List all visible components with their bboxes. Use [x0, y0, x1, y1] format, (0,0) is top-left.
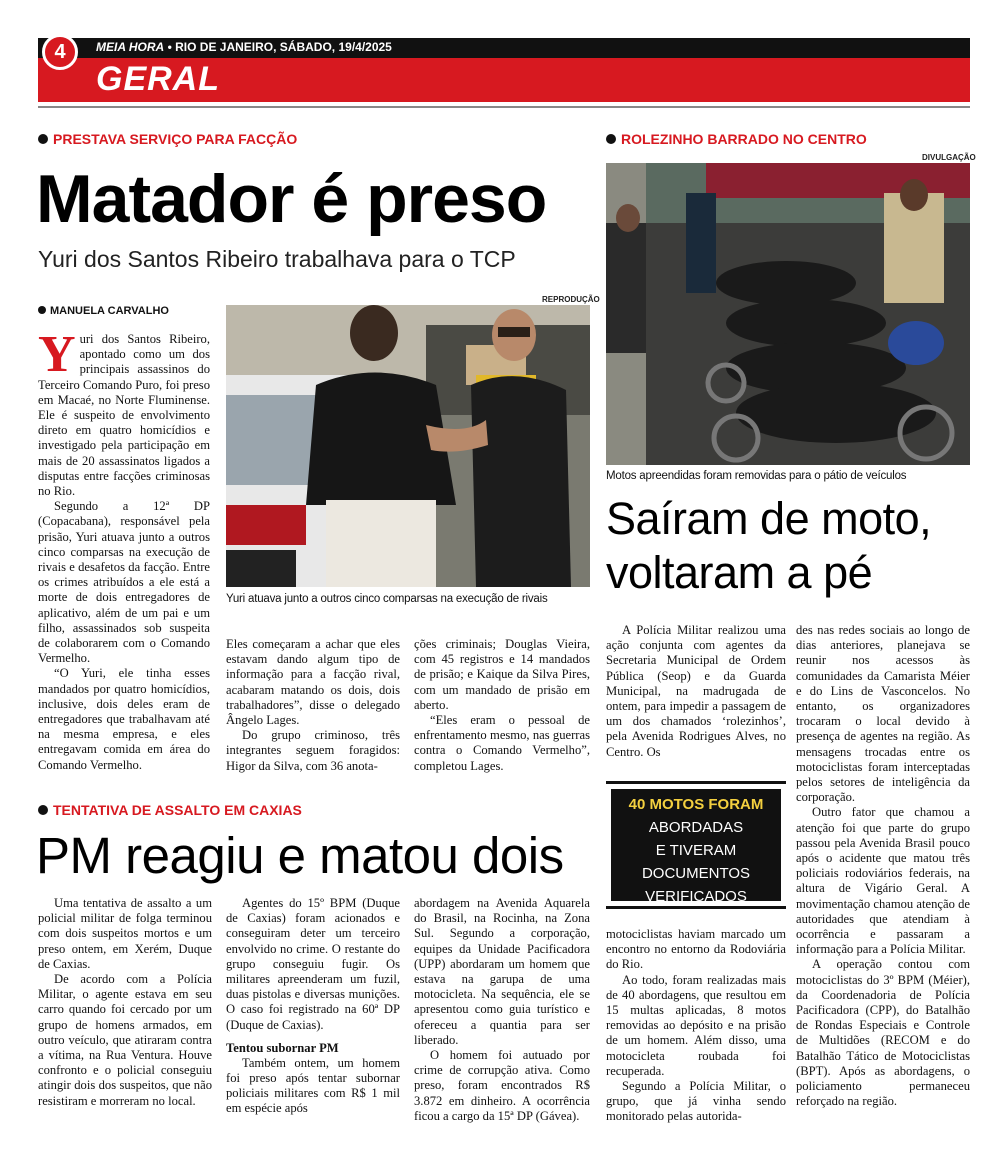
story1-kicker — [38, 131, 297, 147]
story3-paragraph-6: O homem foi autuado por crime de corrupção ativa. Como preso, foram encontrados R$ 3.872 em dinheiro. A ocorrência ficou a cargo da 15ª DP (Gávea). — [414, 1048, 590, 1123]
pull-quote-line-2: E TIVERAM — [655, 842, 737, 859]
story1-paragraph-1 — [38, 326, 210, 499]
story1-paragraph-3: “O Yuri, ele tinha esses mandados por quatro homicídios, inclusive, dois deles eram de entregadores que trabalhavam até na mesma empresa, e eles entregavam comida em área do Comando Vermelho. — [38, 666, 210, 772]
paper-name: MEIA HORA — [96, 40, 165, 54]
story1-column-2 — [226, 637, 400, 774]
story1-photo-credit: REPRODUÇÃO — [542, 295, 600, 304]
story3-paragraph-3: Agentes do 15º BPM (Duque de Caxias) foram acionados e conseguiram deter um terceiro envolvido no crime. O restante do grupo conseguiu fugir. Os militares apreenderam um fuzil, duas pistolas e diversas munições. O caso foi registrado na 60ª DP (Duque de Caxias). — [226, 896, 400, 1032]
story2-photo-credit: DIVULGAÇÃO — [922, 153, 976, 162]
story3-kicker — [38, 802, 302, 818]
pull-quote-line-3: DOCUMENTOS — [641, 865, 751, 882]
story2-photo — [606, 163, 970, 465]
story3-subhead: Tentou subornar PM — [226, 1040, 339, 1055]
story1-byline — [38, 305, 169, 317]
story2-paragraph-5: des nas redes sociais ao longo de dias anteriores, planejava se reunir nos acessos às comunidades da Camarista Méier e do Lins de Vasconcelos. No entanto, os organizadores trocaram o local devido à presença de agentes na região. As mensagens trocadas entre os motociclistas foram interceptadas pelos setores de inteligência da corporação. — [796, 623, 970, 805]
masthead — [96, 40, 392, 54]
story3-column-1 — [38, 896, 212, 1109]
story1-subhead: Yuri dos Santos Ribeiro trabalhava para o TCP — [38, 246, 516, 272]
story3-paragraph-1: Uma tentativa de assalto a um policial militar de folga terminou com dois suspeitos mortos e um preso ontem, em Xerém, Duque de Caxias. — [38, 896, 212, 971]
story1-photo — [226, 305, 590, 587]
story3-headline: PM reagiu e matou dois — [36, 827, 564, 884]
story2-headline-line-1: Saíram de moto, — [606, 493, 932, 544]
story2-column-1-bottom — [606, 927, 786, 1125]
header-top-bar — [38, 38, 970, 58]
story1-paragraph-2: Segundo a 12ª DP (Copacabana), responsável pela prisão, Yuri atuava junto a outros cinco comparsas na execução de rivais e desafetos da facção. Entre os crimes atribuídos a ele está a morte de dois entregadores de aplicativo, além de um pai e um filho, assassinados sob suspeita de colaborarem com o Comando Vermelho. — [38, 499, 210, 666]
story3-paragraph-5: abordagem na Avenida Aquarela do Brasil, na Rocinha, na Zona Sul. Segundo a corporação, equipes da Unidade Pacificadora (UPP) abordaram um homem que estava na garupa de uma motocicleta. Na sequência, ele se apresentou como guia turístico e ofereceu a quantia para ser liberado. — [414, 896, 590, 1047]
story3-column-3 — [414, 896, 590, 1124]
story3-paragraph-2: De acordo com a Polícia Militar, o agente estava em seu carro quando foi cercado por um grupo de homens armados, em outro veículo, que atiraram contra a vítima, na Rua Ventura. Houve confronto e o policial conseguiu atingir dois dos suspeitos, que não resistiram e morreram no local. — [38, 972, 212, 1108]
story1-photo-caption: Yuri atuava junto a outros cinco comparsas na execução de rivais — [226, 593, 548, 605]
story1-paragraph-4: Eles começaram a achar que eles estavam dando algum tipo de informação para a facção rival, acabaram matando os dois, dois trabalhadores”, disse o delegado Ângelo Lages. — [226, 637, 400, 728]
story2-paragraph-7: A operação contou com motociclistas do 3º BPM (Méier), da Coordenadoria de Polícia Pacificadora (CPP), do Batalhão de Rondas Especiais e Controle de Multidões (RECOM e do Batalhão Tático de Motociclistas (BPT). Após as abordagens, o policiamento permaneceu reforçado na região. — [796, 957, 970, 1109]
story1-kicker-text: PRESTAVA SERVIÇO PARA FACÇÃO — [53, 131, 298, 147]
story2-kicker — [606, 131, 867, 147]
bullet-dot-icon — [38, 134, 48, 144]
page-number: 4 — [42, 34, 78, 70]
story3-column-2 — [226, 896, 400, 1117]
section-bar — [38, 58, 970, 102]
story2-pull-quote — [606, 781, 786, 909]
story2-headline-line-2: voltaram a pé — [606, 547, 873, 598]
story2-paragraph-4: Segundo a Polícia Militar, o grupo, que já vinha sendo monitorado pelas autorida- — [606, 1079, 786, 1124]
story2-column-1-top — [606, 623, 786, 760]
pull-quote-line-4: VERIFICADOS — [645, 888, 747, 905]
pull-quote-highlight: 40 MOTOS FORAM — [628, 796, 764, 813]
story2-column-2 — [796, 623, 970, 1110]
story2-paragraph-2: motociclistas haviam marcado um encontro no entorno da Rodoviária do Rio. — [606, 927, 786, 972]
story2-paragraph-3: Ao todo, foram realizadas mais de 40 abordagens, que resultou em 15 multas aplicadas, 8 motos removidas ao depósito e na prisão de um homem. Além disso, uma motocicleta roubada foi recuperada. — [606, 972, 786, 1078]
story2-paragraph-1: A Polícia Militar realizou uma ação conjunta com agentes da Secretaria Municipal de Ordem Pública (Seop) e da Guarda Municipal, na madrugada de ontem, para impedir a passagem de um dos chamados ‘rolezinhos’, pela Avenida Rodrigues Alves, no Centro. Os — [606, 623, 786, 759]
arrest-photo-illustration — [226, 305, 590, 587]
story3-paragraph-4: Também ontem, um homem foi preso após tentar subornar policiais militares com R$ 1 mil em espécie após — [226, 1055, 400, 1116]
story2-headline — [606, 492, 931, 600]
bullet-dot-icon — [38, 805, 48, 815]
motorcycles-photo-illustration — [606, 163, 970, 465]
header-divider — [38, 106, 970, 108]
pull-quote-line-1: ABORDADAS — [648, 819, 744, 836]
story1-paragraph-7: “Eles eram o pessoal de enfrentamento mesmo, nas guerras contra o Comando Vermelho”, completou Lages. — [414, 713, 590, 773]
pull-quote-box — [611, 789, 781, 905]
story1-headline: Matador é preso — [36, 161, 547, 237]
story2-paragraph-6: Outro fator que chamou a atenção foi que parte do grupo passou pela Avenida Brasil pouco após o acidente que matou três policiais rodoviários federais, na altura de Vigário Geral. A movimentação chamou atenção de autoridades que atendiam à ocorrência e passaram a informação para a Polícia Militar. — [796, 805, 970, 957]
story1-column-3 — [414, 637, 590, 774]
story1-paragraph-1-text: uri dos Santos Ribeiro, apontado como um dos principais assassinos do Terceiro Comando Puro, foi preso em Macaé, no Norte Fluminense. Ele é suspeito de envolvimento direto em quatro homicídios e investigado pela participação em mais de 20 assassinatos ligados a disputas entre facções criminosas no Rio. — [38, 332, 210, 499]
bullet-dot-icon — [38, 306, 46, 314]
story3-kicker-text: TENTATIVA DE ASSALTO EM CAXIAS — [53, 802, 302, 818]
page-header — [38, 38, 970, 102]
dateline: • RIO DE JANEIRO, SÁBADO, 19/4/2025 — [167, 40, 392, 54]
story1-column-1 — [38, 326, 210, 773]
dropcap: Y — [38, 326, 76, 383]
story2-photo-caption: Motos apreendidas foram removidas para o pátio de veículos — [606, 470, 907, 482]
story1-paragraph-6: ções criminais; Douglas Vieira, com 45 registros e 14 mandados de prisão; e Kaique da Silva Pires, com um mandado de prisão em aberto. — [414, 637, 590, 712]
story1-byline-text: MANUELA CARVALHO — [50, 305, 169, 317]
section-title: GERAL — [96, 60, 220, 98]
story1-paragraph-5: Do grupo criminoso, três integrantes seguem foragidos: Higor da Silva, com 36 anota- — [226, 728, 400, 773]
bullet-dot-icon — [606, 134, 616, 144]
story2-kicker-text: ROLEZINHO BARRADO NO CENTRO — [621, 131, 867, 147]
